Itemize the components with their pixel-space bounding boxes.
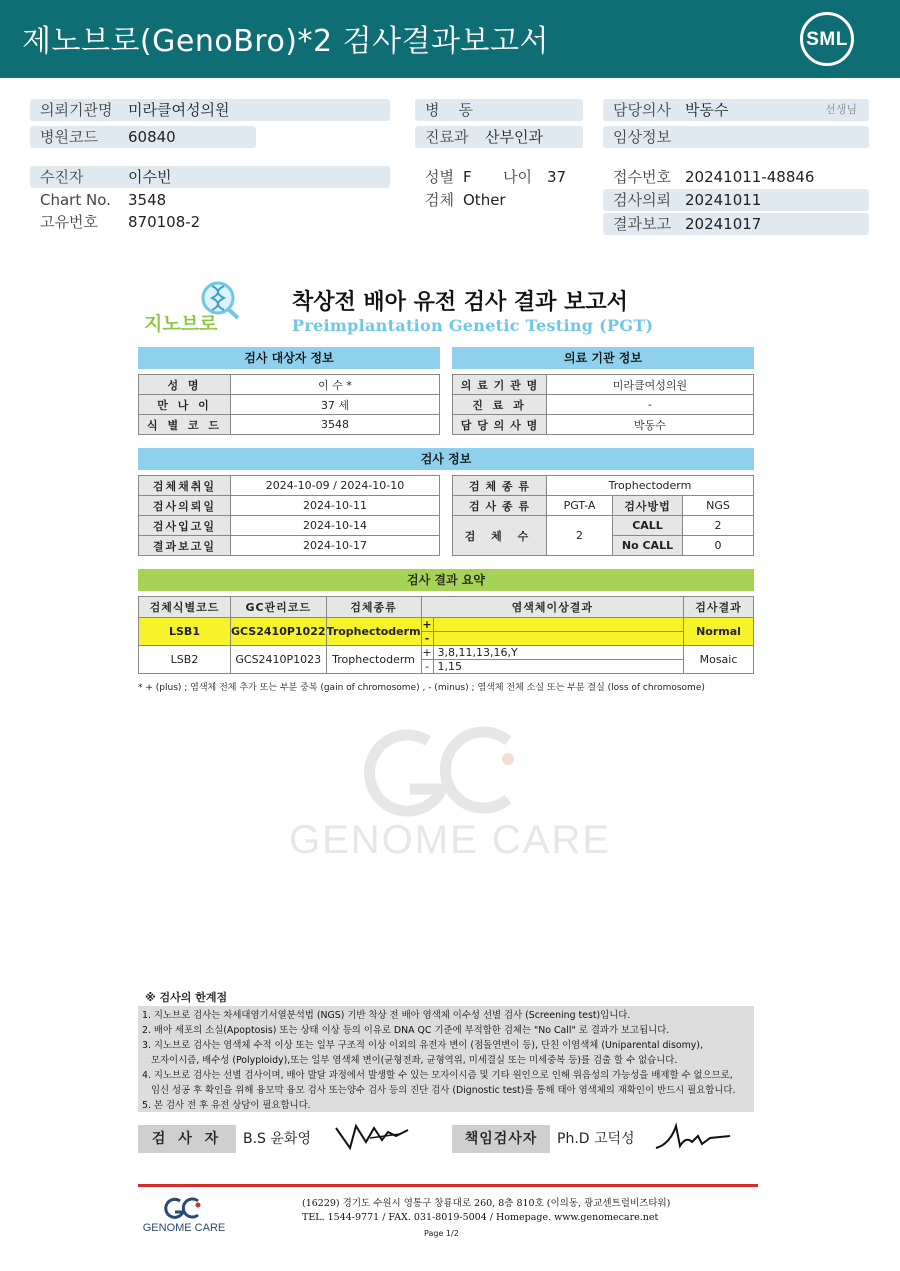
table-row	[453, 476, 754, 496]
doctor-value: 박동수	[685, 101, 729, 119]
sex-age-row	[415, 166, 585, 188]
tester-name: B.S 윤화영	[243, 1131, 311, 1147]
result-gain: 3,8,11,13,16,Y	[433, 646, 683, 660]
subject-name-label: 성 명	[139, 375, 231, 395]
receipt-label: 접수번호	[613, 168, 671, 186]
nocall-value: 0	[683, 536, 754, 556]
report-header-bar	[0, 0, 900, 78]
institution-dept-value: -	[547, 395, 754, 415]
clinical-info-label: 임상정보	[613, 128, 671, 146]
age-label: 나이	[503, 168, 532, 186]
table-row	[453, 415, 754, 435]
col-header-chromosome: 염색체이상결과	[421, 597, 683, 618]
table-row	[139, 646, 754, 660]
request-date-label: 검사의뢰	[613, 191, 671, 209]
table-row	[139, 375, 440, 395]
genobro-logo-icon	[142, 278, 250, 336]
result-type: Trophectoderm	[326, 646, 421, 674]
table-row	[453, 496, 754, 516]
limitation-line: 임신 성공 후 확인을 위해 융모막 융모 검사 또는양수 검사 등의 진단 검사 (Dignostic test)를 통해 태아 염색체의 재확인이 반드시 필요합니다.	[142, 1085, 736, 1096]
hospital-code-value: 60840	[128, 128, 176, 146]
subject-name-value: 이 수 *	[231, 375, 440, 395]
ward-row	[415, 99, 583, 121]
footer-genome-care-logo	[136, 1196, 232, 1234]
results-title: 검사 결과 요약	[138, 569, 754, 591]
sml-logo-text: SML	[806, 29, 848, 50]
limitation-line: 3. 지노브로 검사는 염색체 수적 이상 또는 일부 구조적 이상 이외의 유전자 변이 (점돌연변이 등), 단친 이염색체 (Uniparental disomy),	[142, 1040, 703, 1051]
institution-dept-label: 진 료 과	[453, 395, 547, 415]
results-table	[138, 596, 754, 674]
subject-table	[138, 374, 440, 435]
test-dates-table	[138, 475, 440, 556]
sex-value: F	[463, 168, 472, 186]
table-row	[139, 395, 440, 415]
table-row	[139, 496, 440, 516]
limitation-line: 1. 지노브로 검사는 차세대염기서열분석법 (NGS) 기반 착상 전 배아 염색체 이수성 선별 검사 (Screening test)입니다.	[142, 1010, 631, 1021]
loss-sign: -	[421, 632, 433, 646]
specimen-count-value: 2	[547, 516, 613, 556]
unique-number-row	[30, 211, 390, 233]
loss-sign: -	[421, 660, 433, 674]
result-id: LSB1	[139, 618, 231, 646]
age-value: 37	[547, 168, 567, 186]
result-gain	[433, 618, 683, 632]
report-date-value: 20241017	[685, 215, 762, 233]
unique-number-value: 870108-2	[128, 213, 201, 231]
tester-signature-icon	[330, 1118, 414, 1154]
receipt-row	[603, 166, 869, 188]
report-title: 제노브로(GenoBro)*2 검사결과보고서	[22, 24, 549, 59]
institution-section-title: 의료 기관 정보	[452, 347, 754, 369]
chart-row	[30, 189, 390, 211]
report-subtitle: Preimplantation Genetic Testing (PGT)	[292, 316, 654, 335]
specimen-type-value: Trophectoderm	[547, 476, 754, 496]
examinee-row	[30, 166, 390, 188]
page-number: Page 1/2	[424, 1229, 459, 1238]
subject-age-label: 만 나 이	[139, 395, 231, 415]
request-institution-label: 의뢰기관명	[40, 101, 113, 119]
result-gc: GCS2410P1023	[231, 646, 327, 674]
result-outcome: Mosaic	[684, 646, 754, 674]
result-outcome: Normal	[684, 618, 754, 646]
institution-doctor-value: 박동수	[547, 415, 754, 435]
test-type-value: PGT-A	[547, 496, 613, 516]
test-info-title: 검사 정보	[138, 448, 754, 470]
result-loss	[433, 632, 683, 646]
hospital-code-row	[30, 126, 256, 148]
report-date-label-2: 결과보고일	[139, 536, 231, 556]
result-id: LSB2	[139, 646, 231, 674]
doctor-label: 담당의사	[613, 101, 671, 119]
col-header-gc: GC관리코드	[231, 597, 327, 618]
results-header-row	[139, 597, 754, 618]
footer-divider	[138, 1184, 758, 1187]
examinee-value: 이수빈	[128, 168, 172, 186]
result-gc: GCS2410P1022	[231, 618, 327, 646]
request-date-row	[603, 189, 869, 211]
institution-doctor-label: 담 당 의 사 명	[453, 415, 547, 435]
doctor-row	[603, 99, 869, 121]
limitation-line: 4. 지노브로 검사는 선별 검사이며, 배아 발달 과정에서 발생할 수 있는 모자이시즘 및 기타 원인으로 인해 위음성의 가능성을 배제할 수 없으므로,	[142, 1070, 733, 1081]
limitation-line: 모자이시즘, 배수성 (Polyploidy),또는 일부 염색체 변이(균형전좌, 균형역위, 미세결실 또는 미세중복 등)를 검출 할 수 없습니다.	[142, 1055, 678, 1066]
sex-label: 성별	[425, 168, 454, 186]
limitation-line: 5. 본 검사 전 후 유전 상담이 필요합니다.	[142, 1100, 311, 1111]
footer-contact-block	[302, 1197, 670, 1225]
report-main-title: 착상전 배아 유전 검사 결과 보고서	[292, 290, 628, 315]
subject-age-value: 37 세	[231, 395, 440, 415]
institution-table	[452, 374, 754, 435]
chart-value: 3548	[128, 191, 167, 209]
footer-address: (16229) 경기도 수원시 영통구 창룡대로 260, 8층 810호 (이의동, 광교센트럴비즈타워)	[302, 1198, 671, 1209]
specimen-count-label: 검 체 수	[453, 516, 547, 556]
result-loss: 1,15	[433, 660, 683, 674]
report-date-row	[603, 213, 869, 235]
clinical-info-row	[603, 126, 869, 148]
dept-label: 진료과	[425, 128, 469, 146]
method-label: 검사방법	[613, 496, 683, 516]
collection-date-label: 검체채취일	[139, 476, 231, 496]
dept-value: 산부인과	[485, 128, 543, 146]
result-type: Trophectoderm	[326, 618, 421, 646]
doctor-suffix: 선생님	[825, 103, 857, 116]
results-footnote: * + (plus) ; 염색체 전체 추가 또는 부분 중복 (gain of chromosome) , - (minus) ; 염색체 전체 소실 또는 부분 결실 (loss of chromosome)	[138, 683, 705, 693]
table-row	[139, 415, 440, 435]
table-row	[139, 476, 440, 496]
examinee-label: 수진자	[40, 168, 84, 186]
specimen-row	[415, 189, 585, 211]
method-value: NGS	[683, 496, 754, 516]
responsible-label: 책임검사자	[452, 1125, 550, 1153]
genome-care-watermark	[270, 715, 630, 865]
gain-sign: +	[422, 618, 432, 631]
table-row	[453, 395, 754, 415]
watermark-text: GENOME CARE	[288, 818, 612, 862]
specimen-value: Other	[463, 191, 506, 209]
tester-label: 검 사 자	[138, 1125, 236, 1153]
report-date-value-2: 2024-10-17	[231, 536, 440, 556]
institution-name-value: 미라클여성의원	[547, 375, 754, 395]
ward-label: 병 동	[425, 101, 474, 119]
footer-logo-text: GENOME CARE	[142, 1222, 226, 1234]
subject-section-title: 검사 대상자 정보	[138, 347, 440, 369]
sml-logo	[800, 12, 854, 66]
col-header-type: 검체종류	[326, 597, 421, 618]
receipt-value: 20241011-48846	[685, 168, 815, 186]
col-header-id: 검체식별코드	[139, 597, 231, 618]
request-date-label-2: 검사의뢰일	[139, 496, 231, 516]
genome-care-logo-icon	[136, 1196, 232, 1234]
specimen-type-label: 검 체 종 류	[453, 476, 547, 496]
report-date-label: 결과보고	[613, 215, 671, 233]
watermark-logo-icon	[270, 715, 630, 865]
gain-sign: +	[422, 646, 432, 659]
received-date-label: 검사입고일	[139, 516, 231, 536]
specimen-label: 검체	[425, 191, 454, 209]
subject-id-value: 3548	[231, 415, 440, 435]
responsible-name: Ph.D 고덕성	[557, 1131, 635, 1147]
unique-number-label: 고유번호	[40, 213, 98, 231]
test-method-table	[452, 475, 754, 556]
limitation-line: 2. 배아 세포의 소실(Apoptosis) 또는 상태 이상 등의 이유로 DNA QC 기준에 부적합한 검체는 "No Call" 로 결과가 보고됩니다.	[142, 1025, 670, 1036]
call-label: CALL	[613, 516, 683, 536]
table-row	[139, 516, 440, 536]
footer-contact: TEL. 1544-9771 / FAX. 031-8019-5004 / Homepage. www.genomecare.net	[302, 1212, 659, 1223]
table-row	[453, 375, 754, 395]
request-date-value: 20241011	[685, 191, 762, 209]
institution-name-label: 의 료 기 관 명	[453, 375, 547, 395]
request-date-value-2: 2024-10-11	[231, 496, 440, 516]
request-institution-row	[30, 99, 390, 121]
genobro-logo	[142, 278, 250, 336]
genobro-logo-text: 지노브로	[144, 313, 218, 335]
collection-date-value: 2024-10-09 / 2024-10-10	[231, 476, 440, 496]
test-type-label: 검 사 종 류	[453, 496, 547, 516]
dept-row	[415, 126, 583, 148]
table-row	[453, 516, 754, 536]
col-header-result: 검사결과	[684, 597, 754, 618]
received-date-value: 2024-10-14	[231, 516, 440, 536]
request-institution-value: 미라클여성의원	[128, 101, 230, 119]
call-value: 2	[683, 516, 754, 536]
hospital-code-label: 병원코드	[40, 128, 98, 146]
table-row	[139, 536, 440, 556]
subject-id-label: 식 별 코 드	[139, 415, 231, 435]
limitations-title: ※ 검사의 한계점	[145, 991, 228, 1004]
table-row	[139, 618, 754, 632]
limitations-box	[138, 1006, 754, 1112]
chart-label: Chart No.	[40, 191, 111, 209]
nocall-label: No CALL	[613, 536, 683, 556]
responsible-signature-icon	[650, 1118, 734, 1154]
